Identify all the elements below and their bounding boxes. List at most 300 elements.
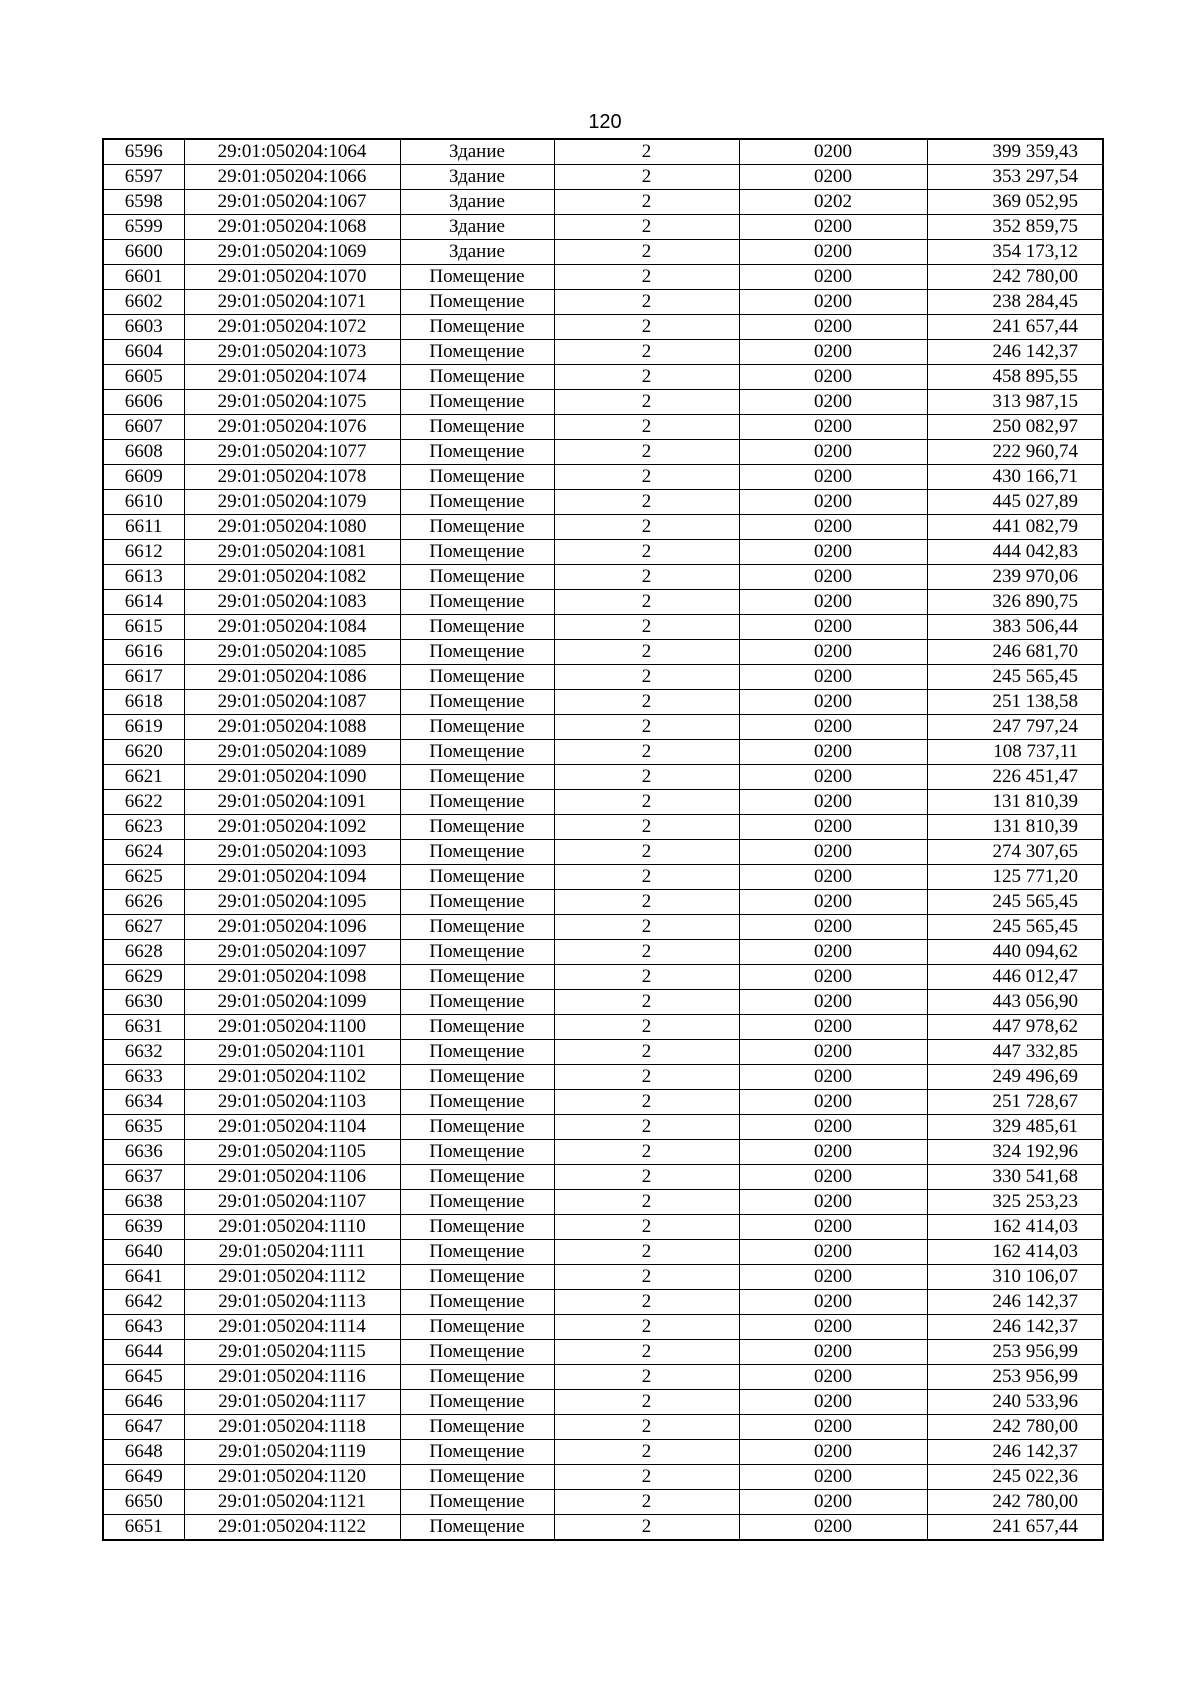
cadastral-value-cell: 131 810,39 — [927, 790, 1103, 815]
table-row — [103, 139, 1103, 165]
object-type-cell: Помещение — [400, 865, 554, 890]
cadastral-number-cell: 29:01:050204:1071 — [184, 290, 400, 315]
purpose-code-cell: 0200 — [739, 790, 927, 815]
table-row — [103, 1315, 1103, 1340]
object-type-cell: Помещение — [400, 1215, 554, 1240]
object-type-cell: Помещение — [400, 540, 554, 565]
purpose-code-cell: 0200 — [739, 390, 927, 415]
cadastral-value-cell: 458 895,55 — [927, 365, 1103, 390]
purpose-code-cell: 0200 — [739, 165, 927, 190]
row-number-cell: 6642 — [103, 1290, 184, 1315]
purpose-code-cell: 0200 — [739, 1190, 927, 1215]
row-number-cell: 6624 — [103, 840, 184, 865]
table-row — [103, 265, 1103, 290]
table-row — [103, 1365, 1103, 1390]
group-code-cell: 2 — [554, 840, 739, 865]
cadastral-number-cell: 29:01:050204:1080 — [184, 515, 400, 540]
purpose-code-cell: 0200 — [739, 1465, 927, 1490]
group-code-cell: 2 — [554, 690, 739, 715]
cadastral-number-cell: 29:01:050204:1086 — [184, 665, 400, 690]
cadastral-number-cell: 29:01:050204:1089 — [184, 740, 400, 765]
row-number-cell: 6635 — [103, 1115, 184, 1140]
cadastral-value-cell: 399 359,43 — [927, 139, 1103, 165]
cadastral-number-cell: 29:01:050204:1087 — [184, 690, 400, 715]
table-row — [103, 1340, 1103, 1365]
group-code-cell: 2 — [554, 315, 739, 340]
table-row — [103, 1090, 1103, 1115]
cadastral-value-cell: 249 496,69 — [927, 1065, 1103, 1090]
purpose-code-cell: 0200 — [739, 1165, 927, 1190]
purpose-code-cell: 0202 — [739, 190, 927, 215]
object-type-cell: Помещение — [400, 1415, 554, 1440]
cadastral-value-cell: 326 890,75 — [927, 590, 1103, 615]
group-code-cell: 2 — [554, 1015, 739, 1040]
cadastral-number-cell: 29:01:050204:1110 — [184, 1215, 400, 1240]
table-row — [103, 640, 1103, 665]
object-type-cell: Помещение — [400, 640, 554, 665]
row-number-cell: 6649 — [103, 1465, 184, 1490]
cadastral-number-cell: 29:01:050204:1090 — [184, 765, 400, 790]
cadastral-number-cell: 29:01:050204:1103 — [184, 1090, 400, 1115]
object-type-cell: Помещение — [400, 1165, 554, 1190]
cadastral-value-cell: 445 027,89 — [927, 490, 1103, 515]
cadastral-number-cell: 29:01:050204:1095 — [184, 890, 400, 915]
purpose-code-cell: 0200 — [739, 965, 927, 990]
cadastral-value-cell: 222 960,74 — [927, 440, 1103, 465]
cadastral-number-cell: 29:01:050204:1113 — [184, 1290, 400, 1315]
table-row — [103, 1140, 1103, 1165]
purpose-code-cell: 0200 — [739, 890, 927, 915]
object-type-cell: Помещение — [400, 1040, 554, 1065]
table-row — [103, 215, 1103, 240]
object-type-cell: Помещение — [400, 965, 554, 990]
object-type-cell: Помещение — [400, 265, 554, 290]
row-number-cell: 6627 — [103, 915, 184, 940]
row-number-cell: 6618 — [103, 690, 184, 715]
cadastral-value-cell: 245 022,36 — [927, 1465, 1103, 1490]
purpose-code-cell: 0200 — [739, 139, 927, 165]
object-type-cell: Здание — [400, 165, 554, 190]
table-row — [103, 1290, 1103, 1315]
purpose-code-cell: 0200 — [739, 1065, 927, 1090]
object-type-cell: Помещение — [400, 1315, 554, 1340]
group-code-cell: 2 — [554, 965, 739, 990]
object-type-cell: Помещение — [400, 1340, 554, 1365]
row-number-cell: 6613 — [103, 565, 184, 590]
row-number-cell: 6646 — [103, 1390, 184, 1415]
cadastral-number-cell: 29:01:050204:1122 — [184, 1515, 400, 1541]
row-number-cell: 6604 — [103, 340, 184, 365]
cadastral-number-cell: 29:01:050204:1075 — [184, 390, 400, 415]
cadastral-value-cell: 250 082,97 — [927, 415, 1103, 440]
cadastral-number-cell: 29:01:050204:1120 — [184, 1465, 400, 1490]
purpose-code-cell: 0200 — [739, 540, 927, 565]
group-code-cell: 2 — [554, 615, 739, 640]
group-code-cell: 2 — [554, 940, 739, 965]
row-number-cell: 6596 — [103, 139, 184, 165]
purpose-code-cell: 0200 — [739, 290, 927, 315]
cadastral-number-cell: 29:01:050204:1105 — [184, 1140, 400, 1165]
cadastral-value-cell: 354 173,12 — [927, 240, 1103, 265]
table-row — [103, 1015, 1103, 1040]
row-number-cell: 6639 — [103, 1215, 184, 1240]
purpose-code-cell: 0200 — [739, 440, 927, 465]
row-number-cell: 6634 — [103, 1090, 184, 1115]
cadastral-value-cell: 247 797,24 — [927, 715, 1103, 740]
row-number-cell: 6630 — [103, 990, 184, 1015]
row-number-cell: 6616 — [103, 640, 184, 665]
group-code-cell: 2 — [554, 540, 739, 565]
object-type-cell: Помещение — [400, 840, 554, 865]
cadastral-number-cell: 29:01:050204:1093 — [184, 840, 400, 865]
cadastral-number-cell: 29:01:050204:1070 — [184, 265, 400, 290]
purpose-code-cell: 0200 — [739, 1240, 927, 1265]
table-body — [103, 139, 1103, 1540]
row-number-cell: 6629 — [103, 965, 184, 990]
table-row — [103, 1190, 1103, 1215]
object-type-cell: Помещение — [400, 1190, 554, 1215]
cadastral-value-cell: 253 956,99 — [927, 1340, 1103, 1365]
cadastral-value-cell: 383 506,44 — [927, 615, 1103, 640]
page-number: 120 — [588, 111, 622, 133]
purpose-code-cell: 0200 — [739, 315, 927, 340]
cadastral-number-cell: 29:01:050204:1097 — [184, 940, 400, 965]
cadastral-number-cell: 29:01:050204:1079 — [184, 490, 400, 515]
row-number-cell: 6632 — [103, 1040, 184, 1065]
cadastral-value-cell: 226 451,47 — [927, 765, 1103, 790]
group-code-cell: 2 — [554, 415, 739, 440]
table-row — [103, 190, 1103, 215]
cadastral-number-cell: 29:01:050204:1064 — [184, 139, 400, 165]
purpose-code-cell: 0200 — [739, 1440, 927, 1465]
purpose-code-cell: 0200 — [739, 1415, 927, 1440]
table-row — [103, 965, 1103, 990]
cadastral-number-cell: 29:01:050204:1069 — [184, 240, 400, 265]
row-number-cell: 6602 — [103, 290, 184, 315]
row-number-cell: 6612 — [103, 540, 184, 565]
purpose-code-cell: 0200 — [739, 590, 927, 615]
row-number-cell: 6615 — [103, 615, 184, 640]
object-type-cell: Помещение — [400, 1390, 554, 1415]
cadastral-number-cell: 29:01:050204:1085 — [184, 640, 400, 665]
object-type-cell: Помещение — [400, 765, 554, 790]
table-row — [103, 490, 1103, 515]
cadastral-number-cell: 29:01:050204:1104 — [184, 1115, 400, 1140]
group-code-cell: 2 — [554, 1440, 739, 1465]
cadastral-number-cell: 29:01:050204:1100 — [184, 1015, 400, 1040]
purpose-code-cell: 0200 — [739, 1340, 927, 1365]
cadastral-value-cell: 125 771,20 — [927, 865, 1103, 890]
cadastral-number-cell: 29:01:050204:1083 — [184, 590, 400, 615]
table-row — [103, 565, 1103, 590]
object-type-cell: Помещение — [400, 815, 554, 840]
purpose-code-cell: 0200 — [739, 215, 927, 240]
group-code-cell: 2 — [554, 139, 739, 165]
purpose-code-cell: 0200 — [739, 865, 927, 890]
table-row — [103, 240, 1103, 265]
row-number-cell: 6599 — [103, 215, 184, 240]
table-row — [103, 840, 1103, 865]
cadastral-value-cell: 246 142,37 — [927, 340, 1103, 365]
cadastral-number-cell: 29:01:050204:1081 — [184, 540, 400, 565]
table-row — [103, 1515, 1103, 1541]
purpose-code-cell: 0200 — [739, 490, 927, 515]
group-code-cell: 2 — [554, 340, 739, 365]
table-row — [103, 690, 1103, 715]
cadastral-number-cell: 29:01:050204:1072 — [184, 315, 400, 340]
object-type-cell: Помещение — [400, 290, 554, 315]
object-type-cell: Помещение — [400, 1515, 554, 1541]
group-code-cell: 2 — [554, 1490, 739, 1515]
group-code-cell: 2 — [554, 765, 739, 790]
purpose-code-cell: 0200 — [739, 1315, 927, 1340]
object-type-cell: Помещение — [400, 415, 554, 440]
table-row — [103, 515, 1103, 540]
cadastral-number-cell: 29:01:050204:1114 — [184, 1315, 400, 1340]
group-code-cell: 2 — [554, 865, 739, 890]
cadastral-number-cell: 29:01:050204:1116 — [184, 1365, 400, 1390]
purpose-code-cell: 0200 — [739, 1040, 927, 1065]
row-number-cell: 6617 — [103, 665, 184, 690]
row-number-cell: 6647 — [103, 1415, 184, 1440]
object-type-cell: Помещение — [400, 315, 554, 340]
cadastral-value-cell: 444 042,83 — [927, 540, 1103, 565]
cadastral-value-cell: 246 681,70 — [927, 640, 1103, 665]
cadastral-value-cell: 253 956,99 — [927, 1365, 1103, 1390]
purpose-code-cell: 0200 — [739, 1515, 927, 1541]
group-code-cell: 2 — [554, 1165, 739, 1190]
group-code-cell: 2 — [554, 290, 739, 315]
table-row — [103, 1165, 1103, 1190]
row-number-cell: 6611 — [103, 515, 184, 540]
row-number-cell: 6601 — [103, 265, 184, 290]
group-code-cell: 2 — [554, 640, 739, 665]
cadastral-number-cell: 29:01:050204:1102 — [184, 1065, 400, 1090]
cadastral-value-cell: 245 565,45 — [927, 890, 1103, 915]
object-type-cell: Помещение — [400, 1465, 554, 1490]
purpose-code-cell: 0200 — [739, 1490, 927, 1515]
cadastral-number-cell: 29:01:050204:1096 — [184, 915, 400, 940]
cadastral-value-cell: 246 142,37 — [927, 1315, 1103, 1340]
group-code-cell: 2 — [554, 815, 739, 840]
cadastral-value-cell: 369 052,95 — [927, 190, 1103, 215]
object-type-cell: Помещение — [400, 1490, 554, 1515]
object-type-cell: Помещение — [400, 740, 554, 765]
cadastral-value-cell: 310 106,07 — [927, 1265, 1103, 1290]
cadastral-value-cell: 131 810,39 — [927, 815, 1103, 840]
cadastral-number-cell: 29:01:050204:1077 — [184, 440, 400, 465]
group-code-cell: 2 — [554, 215, 739, 240]
object-type-cell: Помещение — [400, 990, 554, 1015]
row-number-cell: 6603 — [103, 315, 184, 340]
purpose-code-cell: 0200 — [739, 1215, 927, 1240]
object-type-cell: Помещение — [400, 390, 554, 415]
object-type-cell: Помещение — [400, 590, 554, 615]
table-row — [103, 1040, 1103, 1065]
object-type-cell: Помещение — [400, 490, 554, 515]
cadastral-number-cell: 29:01:050204:1106 — [184, 1165, 400, 1190]
object-type-cell: Помещение — [400, 915, 554, 940]
row-number-cell: 6648 — [103, 1440, 184, 1465]
purpose-code-cell: 0200 — [739, 765, 927, 790]
object-type-cell: Помещение — [400, 790, 554, 815]
purpose-code-cell: 0200 — [739, 1265, 927, 1290]
row-number-cell: 6608 — [103, 440, 184, 465]
cadastral-value-cell: 238 284,45 — [927, 290, 1103, 315]
row-number-cell: 6633 — [103, 1065, 184, 1090]
cadastral-value-cell: 353 297,54 — [927, 165, 1103, 190]
row-number-cell: 6600 — [103, 240, 184, 265]
table-row — [103, 1465, 1103, 1490]
object-type-cell: Помещение — [400, 1265, 554, 1290]
purpose-code-cell: 0200 — [739, 415, 927, 440]
row-number-cell: 6620 — [103, 740, 184, 765]
group-code-cell: 2 — [554, 1215, 739, 1240]
object-type-cell: Здание — [400, 139, 554, 165]
cadastral-value-cell: 313 987,15 — [927, 390, 1103, 415]
purpose-code-cell: 0200 — [739, 240, 927, 265]
purpose-code-cell: 0200 — [739, 1115, 927, 1140]
row-number-cell: 6597 — [103, 165, 184, 190]
group-code-cell: 2 — [554, 715, 739, 740]
purpose-code-cell: 0200 — [739, 665, 927, 690]
group-code-cell: 2 — [554, 1415, 739, 1440]
cadastral-number-cell: 29:01:050204:1074 — [184, 365, 400, 390]
object-type-cell: Помещение — [400, 1240, 554, 1265]
cadastral-value-cell: 446 012,47 — [927, 965, 1103, 990]
group-code-cell: 2 — [554, 890, 739, 915]
table-row — [103, 865, 1103, 890]
cadastral-value-table — [102, 138, 1104, 1541]
cadastral-number-cell: 29:01:050204:1111 — [184, 1240, 400, 1265]
object-type-cell: Помещение — [400, 565, 554, 590]
purpose-code-cell: 0200 — [739, 915, 927, 940]
object-type-cell: Помещение — [400, 1365, 554, 1390]
cadastral-value-cell: 443 056,90 — [927, 990, 1103, 1015]
cadastral-number-cell: 29:01:050204:1092 — [184, 815, 400, 840]
object-type-cell: Помещение — [400, 890, 554, 915]
purpose-code-cell: 0200 — [739, 1015, 927, 1040]
row-number-cell: 6636 — [103, 1140, 184, 1165]
cadastral-value-cell: 447 978,62 — [927, 1015, 1103, 1040]
cadastral-number-cell: 29:01:050204:1088 — [184, 715, 400, 740]
table-row — [103, 165, 1103, 190]
cadastral-number-cell: 29:01:050204:1118 — [184, 1415, 400, 1440]
cadastral-number-cell: 29:01:050204:1073 — [184, 340, 400, 365]
row-number-cell: 6606 — [103, 390, 184, 415]
object-type-cell: Помещение — [400, 690, 554, 715]
cadastral-number-cell: 29:01:050204:1107 — [184, 1190, 400, 1215]
cadastral-value-cell: 246 142,37 — [927, 1290, 1103, 1315]
group-code-cell: 2 — [554, 190, 739, 215]
object-type-cell: Помещение — [400, 515, 554, 540]
table-row — [103, 615, 1103, 640]
group-code-cell: 2 — [554, 465, 739, 490]
cadastral-value-cell: 241 657,44 — [927, 1515, 1103, 1541]
table-row — [103, 815, 1103, 840]
cadastral-value-cell: 239 970,06 — [927, 565, 1103, 590]
object-type-cell: Помещение — [400, 1090, 554, 1115]
table-row — [103, 465, 1103, 490]
object-type-cell: Помещение — [400, 1290, 554, 1315]
group-code-cell: 2 — [554, 1290, 739, 1315]
object-type-cell: Помещение — [400, 1015, 554, 1040]
object-type-cell: Помещение — [400, 1065, 554, 1090]
cadastral-value-cell: 447 332,85 — [927, 1040, 1103, 1065]
purpose-code-cell: 0200 — [739, 615, 927, 640]
purpose-code-cell: 0200 — [739, 1140, 927, 1165]
cadastral-number-cell: 29:01:050204:1112 — [184, 1265, 400, 1290]
purpose-code-cell: 0200 — [739, 640, 927, 665]
group-code-cell: 2 — [554, 1315, 739, 1340]
cadastral-number-cell: 29:01:050204:1091 — [184, 790, 400, 815]
cadastral-number-cell: 29:01:050204:1094 — [184, 865, 400, 890]
row-number-cell: 6641 — [103, 1265, 184, 1290]
table-row — [103, 440, 1103, 465]
table-row — [103, 715, 1103, 740]
cadastral-number-cell: 29:01:050204:1101 — [184, 1040, 400, 1065]
group-code-cell: 2 — [554, 1240, 739, 1265]
cadastral-number-cell: 29:01:050204:1067 — [184, 190, 400, 215]
cadastral-number-cell: 29:01:050204:1117 — [184, 1390, 400, 1415]
cadastral-value-cell: 241 657,44 — [927, 315, 1103, 340]
cadastral-value-cell: 274 307,65 — [927, 840, 1103, 865]
table-row — [103, 790, 1103, 815]
cadastral-number-cell: 29:01:050204:1078 — [184, 465, 400, 490]
row-number-cell: 6651 — [103, 1515, 184, 1541]
group-code-cell: 2 — [554, 590, 739, 615]
row-number-cell: 6650 — [103, 1490, 184, 1515]
purpose-code-cell: 0200 — [739, 840, 927, 865]
object-type-cell: Помещение — [400, 615, 554, 640]
row-number-cell: 6607 — [103, 415, 184, 440]
table-row — [103, 1440, 1103, 1465]
table-row — [103, 740, 1103, 765]
table-row — [103, 765, 1103, 790]
purpose-code-cell: 0200 — [739, 1365, 927, 1390]
row-number-cell: 6614 — [103, 590, 184, 615]
cadastral-value-cell: 251 728,67 — [927, 1090, 1103, 1115]
row-number-cell: 6640 — [103, 1240, 184, 1265]
object-type-cell: Помещение — [400, 1440, 554, 1465]
group-code-cell: 2 — [554, 240, 739, 265]
purpose-code-cell: 0200 — [739, 740, 927, 765]
object-type-cell: Помещение — [400, 665, 554, 690]
group-code-cell: 2 — [554, 165, 739, 190]
purpose-code-cell: 0200 — [739, 515, 927, 540]
group-code-cell: 2 — [554, 665, 739, 690]
group-code-cell: 2 — [554, 565, 739, 590]
cadastral-value-cell: 240 533,96 — [927, 1390, 1103, 1415]
cadastral-number-cell: 29:01:050204:1119 — [184, 1440, 400, 1465]
group-code-cell: 2 — [554, 1465, 739, 1490]
purpose-code-cell: 0200 — [739, 565, 927, 590]
object-type-cell: Помещение — [400, 365, 554, 390]
group-code-cell: 2 — [554, 265, 739, 290]
cadastral-value-cell: 245 565,45 — [927, 915, 1103, 940]
purpose-code-cell: 0200 — [739, 690, 927, 715]
table-row — [103, 390, 1103, 415]
cadastral-value-cell: 162 414,03 — [927, 1215, 1103, 1240]
cadastral-number-cell: 29:01:050204:1066 — [184, 165, 400, 190]
row-number-cell: 6605 — [103, 365, 184, 390]
cadastral-value-cell: 324 192,96 — [927, 1140, 1103, 1165]
table-row — [103, 1115, 1103, 1140]
purpose-code-cell: 0200 — [739, 365, 927, 390]
row-number-cell: 6609 — [103, 465, 184, 490]
table-row — [103, 1490, 1103, 1515]
group-code-cell: 2 — [554, 990, 739, 1015]
